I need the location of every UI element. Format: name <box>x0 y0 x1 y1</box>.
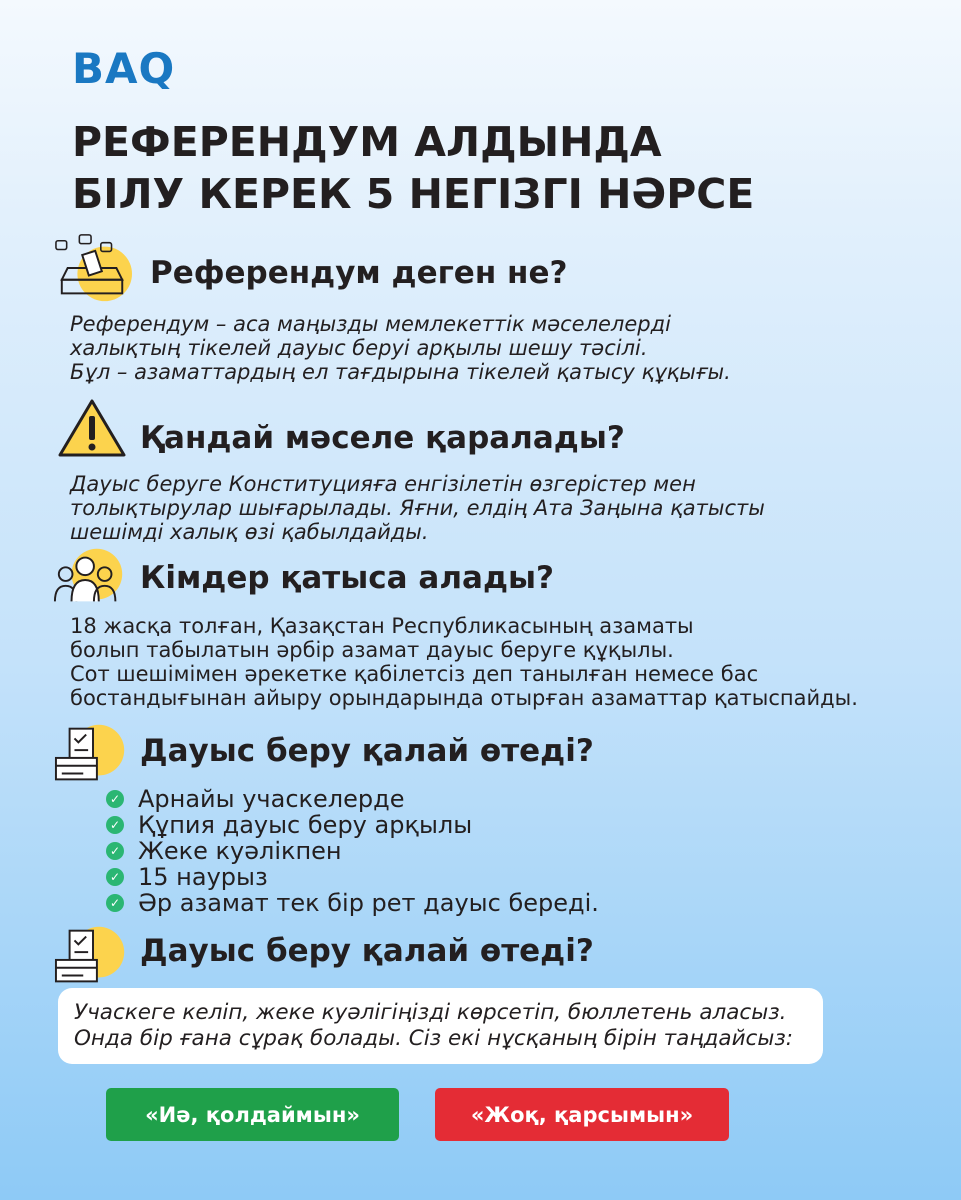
check-icon: ✓ <box>106 790 124 808</box>
check-icon: ✓ <box>106 894 124 912</box>
section-3-line: бостандығынан айыру орындарында отырған азаматтар қатыспайды. <box>70 686 858 710</box>
section-2-text <box>70 472 765 544</box>
section-1-text <box>70 312 731 384</box>
no-option-button[interactable]: «Жоқ, қарсымын» <box>435 1088 729 1141</box>
section-2-line: Дауыс беруге Конституцияға енгізілетін өзгерістер мен <box>70 472 696 496</box>
section-5-text <box>74 1000 823 1052</box>
section-5-line: Онда бір ғана сұрақ болады. Сіз екі нұсқаның бірін таңдайсыз: <box>74 1026 794 1051</box>
title-line-2: БІЛУ КЕРЕК 5 НЕГІЗГІ НӘРСЕ <box>72 170 755 218</box>
section-1-line: халықтың тікелей дауыс беруі арқылы шешу тәсілі. <box>70 336 648 360</box>
check-icon: ✓ <box>106 816 124 834</box>
check-icon: ✓ <box>106 868 124 886</box>
section-1-line: Референдум – аса маңызды мемлекеттік мәселелерді <box>70 312 671 336</box>
ballot-box-icon <box>54 234 132 304</box>
check-icon: ✓ <box>106 842 124 860</box>
ballot-box-icon <box>54 720 132 790</box>
list-item: ✓ 15 наурыз <box>106 864 599 890</box>
list-item: ✓ Жеке куәлікпен <box>106 838 599 864</box>
list-item: ✓ Әр азамат тек бір рет дауыс береді. <box>106 890 599 916</box>
section-3-line: Сот шешімімен әрекетке қабілетсіз деп танылған немесе бас <box>70 662 759 686</box>
yes-option-button[interactable]: «Иә, қолдаймын» <box>106 1088 399 1141</box>
section-2-line: толықтырулар шығарылады. Яғни, елдің Ата Заңына қатысты <box>70 496 765 520</box>
list-item: ✓ Арнайы учаскелерде <box>106 786 599 812</box>
section-3-heading: Кімдер қатыса алады? <box>140 560 554 596</box>
title-line-1: РЕФЕРЕНДУМ АЛДЫНДА <box>72 118 662 166</box>
ballot-box-icon <box>54 922 132 992</box>
section-3-text <box>70 614 858 710</box>
warning-icon <box>58 398 126 458</box>
section-4-heading: Дауыс беру қалай өтеді? <box>140 733 594 769</box>
people-icon <box>52 544 130 614</box>
section-5-heading: Дауыс беру қалай өтеді? <box>140 933 594 969</box>
section-3-line: болып табылатын әрбір азамат дауыс беруге құқылы. <box>70 638 674 662</box>
page-title <box>72 116 754 220</box>
list-item: ✓ Құпия дауыс беру арқылы <box>106 812 599 838</box>
section-5-line: Учаскеге келіп, жеке куәлігіңізді көрсетіп, бюллетень аласыз. <box>74 1000 787 1025</box>
brand-logo: BAQ <box>72 44 176 93</box>
section-1-line: Бұл – азаматтардың ел тағдырына тікелей қатысу құқығы. <box>70 360 731 384</box>
ballot-info-card <box>58 988 823 1064</box>
voting-checklist <box>106 786 599 916</box>
section-1-heading: Референдум деген не? <box>150 255 568 291</box>
section-3-line: 18 жасқа толған, Қазақстан Республикасының азаматы <box>70 614 694 638</box>
section-2-heading: Қандай мәселе қаралады? <box>140 420 625 456</box>
section-2-line: шешімді халық өзі қабылдайды. <box>70 520 429 544</box>
